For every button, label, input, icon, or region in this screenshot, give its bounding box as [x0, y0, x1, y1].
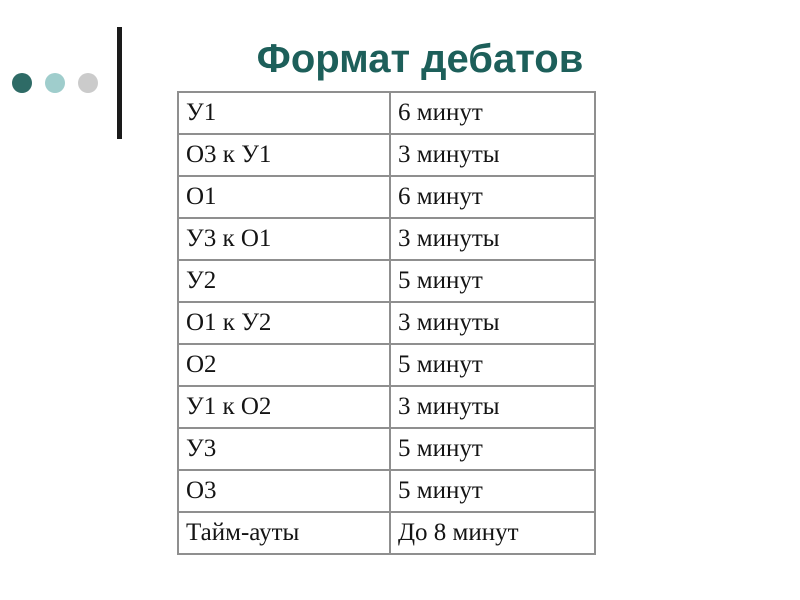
table-row — [178, 428, 595, 470]
dot-3 — [78, 73, 98, 93]
dot-1 — [12, 73, 32, 93]
table-row — [178, 176, 595, 218]
speaker-cell: О2 — [178, 344, 390, 386]
table-row — [178, 134, 595, 176]
time-cell: 5 минут — [390, 344, 595, 386]
time-cell: 3 минуты — [390, 302, 595, 344]
table-body — [178, 92, 595, 554]
speaker-cell: Тайм-ауты — [178, 512, 390, 554]
time-cell: 3 минуты — [390, 218, 595, 260]
speaker-cell: У3 к О1 — [178, 218, 390, 260]
table-row — [178, 260, 595, 302]
table-row — [178, 386, 595, 428]
debate-format-table — [177, 91, 596, 555]
table-row — [178, 470, 595, 512]
time-cell: 5 минут — [390, 470, 595, 512]
time-cell: 3 минуты — [390, 134, 595, 176]
speaker-cell: О3 к У1 — [178, 134, 390, 176]
time-cell: 6 минут — [390, 176, 595, 218]
time-cell: 5 минут — [390, 428, 595, 470]
time-cell: 3 минуты — [390, 386, 595, 428]
speaker-cell: У3 — [178, 428, 390, 470]
speaker-cell: О3 — [178, 470, 390, 512]
slide-title: Формат дебатов — [256, 37, 584, 81]
time-cell: 6 минут — [390, 92, 595, 134]
table-row — [178, 218, 595, 260]
speaker-cell: О1 к У2 — [178, 302, 390, 344]
speaker-cell: У1 — [178, 92, 390, 134]
dot-2 — [45, 73, 65, 93]
table-row — [178, 92, 595, 134]
table-row — [178, 512, 595, 554]
speaker-cell: О1 — [178, 176, 390, 218]
time-cell: 5 минут — [390, 260, 595, 302]
time-cell: До 8 минут — [390, 512, 595, 554]
speaker-cell: У2 — [178, 260, 390, 302]
speaker-cell: У1 к О2 — [178, 386, 390, 428]
table-row — [178, 344, 595, 386]
table-row — [178, 302, 595, 344]
